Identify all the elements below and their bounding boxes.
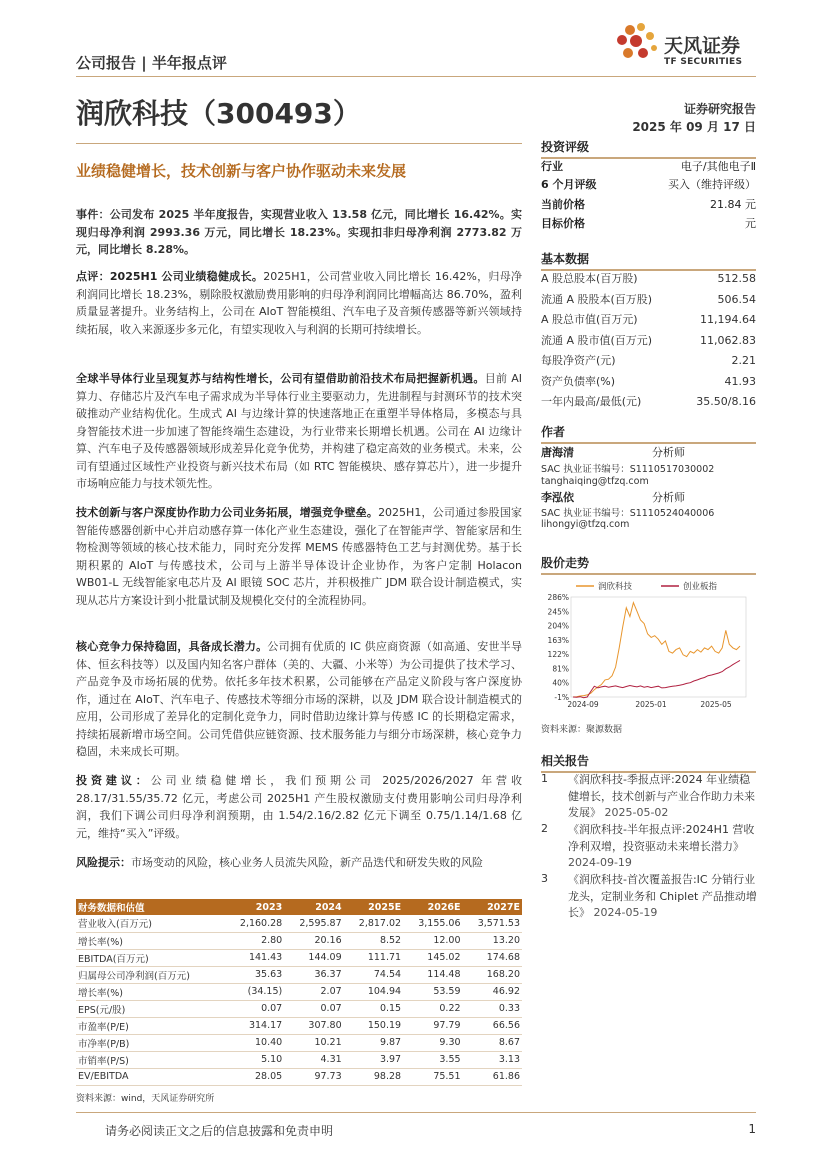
forecast-cell: 36.37 (284, 966, 343, 983)
footer-disclaimer: 请务必阅读正文之后的信息披露和免责申明 (105, 1124, 334, 1138)
forecast-row (76, 983, 522, 1000)
related-2[interactable]: 《润欣科技-半年报点评:2024H1 营收净利双增，投资驱动未来增长潜力》 2024-09-19 (568, 823, 755, 869)
forecast-cell: EV/EBITDA (76, 1068, 225, 1085)
forecast-cell: 97.73 (284, 1068, 343, 1085)
x-tick-label: 2024-09 (567, 700, 599, 709)
price-chart-title: 股价走势 (541, 554, 756, 575)
authors-title: 作者 (541, 423, 756, 444)
x-tick-label: 2025-01 (635, 700, 667, 709)
author-1-name: 唐海清 (541, 446, 574, 459)
forecast-cell: 53.59 (403, 983, 462, 1000)
paragraph-4: 核心竞争力保持稳固，具备成长潜力。公司拥有优质的 IC 供应商资源（如高通、安世半导体、恒玄科技等）以及国内知名客户群体（美的、大疆、小米等）为公司提供了技术学习、产品竞争及市场拓展的优势。依托多年技术积累，公司能够在产品定义阶段与客户深度协作，通过在 AIoT、汽车电子、传感技术等细分市场的深耕，以及 JDM 联合设计制造模式的应用，公司形成了差异化的定制化竞争力，同时借助边缘计算与传感 IC 的长期稳定需求，持续拓展新增市场空间。公司凭借供应链资源、技术服务能力与细分市场深耕，核心竞争力稳固，未来成长可期。 (76, 640, 523, 758)
paragraph-1: 点评：2025H1 公司业绩稳健成长。2025H1，公司营业收入同比增长 16.42%，归母净利润同比增长 18.23%，剔除股权激励费用影响的归母净利润同比增幅高达 86.70%，盈利质量显著提升。业务结构上，公司在 AIoT 智能模组、汽车电子及音频传感器等新兴领域持续拓展，收入来源逐步多元化，有望实现收入与利润的长期可持续增长。 (76, 270, 522, 336)
forecast-cell: 0.22 (403, 1000, 462, 1017)
related-1-num: 1 (541, 772, 548, 785)
forecast-cell: 61.86 (463, 1068, 522, 1085)
basic-data-label: 流通 A 股市值(百万元) (541, 333, 653, 347)
y-tick-label: 163% (547, 635, 569, 645)
brand-english: TF SECURITIES (664, 57, 743, 67)
forecast-cell: 市净率(P/B) (76, 1034, 225, 1051)
forecast-cell: 营业收入(百万元) (76, 915, 225, 932)
forecast-cell: 2,160.28 (225, 915, 284, 932)
forecast-cell: 144.09 (284, 949, 343, 966)
forecast-cell: 增长率(%) (76, 983, 225, 1000)
forecast-cell: 8.67 (463, 1034, 522, 1051)
author-1-cert: SAC 执业证书编号：S1110517030002 (541, 464, 715, 475)
y-tick-label: 40% (552, 678, 569, 688)
forecast-cell: 归属母公司净利润(百万元) (76, 966, 225, 983)
basic-data-value: 41.93 (724, 374, 756, 388)
author-2-name: 李泓依 (541, 491, 574, 504)
basic-data-row (541, 311, 756, 328)
author-1-email[interactable]: tanghaiqing@tfzq.com (541, 476, 649, 487)
report-type: 证券研究报告 (683, 102, 756, 116)
forecast-cell: 307.80 (284, 1017, 343, 1034)
forecast-header-cell: 2027E (463, 899, 522, 915)
y-tick-label: -1% (554, 693, 569, 702)
forecast-cell: 2,595.87 (284, 915, 343, 932)
y-tick-label: 204% (547, 621, 569, 631)
author-2-email[interactable]: lihongyi@tfzq.com (541, 519, 630, 530)
forecast-cell: 150.19 (344, 1017, 403, 1034)
title-divider (76, 143, 522, 144)
forecast-cell: 314.17 (225, 1017, 284, 1034)
series-line-1 (573, 660, 740, 697)
legend-label: 创业板指 (683, 582, 718, 592)
basic-data-value: 506.54 (717, 292, 756, 306)
report-date: 2025 年 09 月 17 日 (632, 120, 756, 134)
forecast-header-cell: 2024 (284, 899, 343, 915)
forecast-cell: 0.07 (225, 1000, 284, 1017)
forecast-cell: 2,817.02 (344, 915, 403, 932)
forecast-cell: 46.92 (463, 983, 522, 1000)
forecast-cell: 111.71 (344, 949, 403, 966)
basic-data-label: 一年内最高/最低(元) (541, 395, 642, 408)
basic-data-label: A 股总股本(百万股) (541, 272, 638, 285)
basic-data-row (541, 352, 756, 369)
forecast-cell: 5.10 (225, 1051, 284, 1068)
basic-data-value: 35.50/8.16 (696, 395, 756, 408)
footer-divider (76, 1112, 756, 1113)
forecast-cell: 141.43 (225, 949, 284, 966)
forecast-cell: 10.21 (284, 1034, 343, 1051)
y-tick-label: 245% (547, 607, 569, 617)
series-line-0 (573, 603, 740, 697)
related-3[interactable]: 《润欣科技-首次覆盖报告:IC 分销行业龙头，定制业务和 Chiplet 产品推动增长》 2024-05-19 (568, 873, 757, 919)
basic-data-row (541, 332, 756, 349)
forecast-header-cell: 财务数据和估值 (76, 899, 225, 915)
forecast-table (76, 899, 522, 1086)
forecast-header-row (76, 899, 522, 915)
basic-data-label: 每股净资产(元) (541, 354, 616, 367)
forecast-cell: 104.94 (344, 983, 403, 1000)
y-tick-label: 81% (552, 664, 569, 674)
chart-source: 资料来源：聚源数据 (541, 725, 623, 735)
forecast-cell: 0.07 (284, 1000, 343, 1017)
related-3-num: 3 (541, 872, 548, 885)
rating-6m: 6 个月评级 买入（维持评级） (541, 178, 756, 191)
forecast-cell: 9.30 (403, 1034, 462, 1051)
forecast-row (76, 1051, 522, 1068)
page-number: 1 (748, 1122, 756, 1136)
forecast-cell: 0.33 (463, 1000, 522, 1017)
report-category: 公司报告 | 半年报点评 (76, 54, 227, 72)
forecast-cell: 28.05 (225, 1068, 284, 1085)
forecast-cell: 98.28 (344, 1068, 403, 1085)
forecast-cell: 35.63 (225, 966, 284, 983)
forecast-cell: 10.40 (225, 1034, 284, 1051)
basic-data-value: 512.58 (717, 272, 756, 285)
forecast-cell: 75.51 (403, 1068, 462, 1085)
forecast-header-cell: 2023 (225, 899, 284, 915)
legend-label: 润欣科技 (598, 582, 633, 592)
forecast-cell: 市销率(P/S) (76, 1051, 225, 1068)
basic-data-row (541, 270, 756, 287)
forecast-cell: 145.02 (403, 949, 462, 966)
forecast-cell: EPS(元/股) (76, 1000, 225, 1017)
forecast-header-cell: 2025E (344, 899, 403, 915)
forecast-cell: EBITDA(百万元) (76, 949, 225, 966)
basic-data-row (541, 291, 756, 308)
paragraph-investment: 投资建议：公司业绩稳健增长，我们预期公司 2025/2026/2027 年营收 28.17/31.55/35.72 亿元，考虑公司 2025H1 产生股权激励支付费用影响公司归母净利润，我们下调公司归母净利润预期，由 1.54/2.16/2.82 亿元下调至 0.75/1.14/1.68 亿元，维持“买入”评级。 (76, 774, 523, 840)
forecast-cell: 3.13 (463, 1051, 522, 1068)
rating-target: 目标价格 元 (541, 217, 756, 230)
related-1[interactable]: 《润欣科技-季报点评:2024 年业绩稳健增长，技术创新与产业合作助力未来发展》 2025-05-02 (568, 773, 755, 819)
paragraph-3: 技术创新与客户深度协作助力公司业务拓展，增强竞争壁垒。2025H1，公司通过参股国家智能传感器创新中心并启动感存算一体化产业生态建设，强化了在智能声学、智能家居和生物检测等领域的核心技术能力，同时充分发挥 MEMS 传感器特色工艺与封测优势。基于长期积累的 AIoT 与传感技术，公司与上游半导体设计企业协作，为客户定制 Holacon WB01-L 无线智能家电芯片及 AI 眼镜 SOC 芯片，并积极推广 JDM 联合设计制造模式，实现从芯片方案设计到小批量试制及规模化交付的全流程协同。 (76, 506, 523, 607)
table-source: 资料来源：wind，天风证券研究所 (76, 1094, 215, 1104)
y-tick-label: 122% (547, 650, 569, 660)
forecast-row (76, 1068, 522, 1085)
headline: 业绩稳健增长，技术创新与客户协作驱动未来发展 (76, 162, 407, 180)
forecast-cell: 9.87 (344, 1034, 403, 1051)
basic-data-value: 2.21 (731, 354, 756, 367)
author-1-role: 分析师 (652, 446, 685, 459)
forecast-cell: 3,155.06 (403, 915, 462, 932)
related-2-num: 2 (541, 822, 548, 835)
forecast-row (76, 1017, 522, 1034)
event-paragraph: 事件：公司发布 2025 半年度报告，实现营业收入 13.58 亿元，同比增长 16.42%。实现归母净利润 2993.36 万元，同比增长 18.23%。实现扣非归母净利润 2773.82 万元，同比增长 8.28%。 (76, 208, 522, 256)
forecast-cell: (34.15) (225, 983, 284, 1000)
forecast-cell: 3.97 (344, 1051, 403, 1068)
author-2-cert: SAC 执业证书编号：S1110524040006 (541, 508, 715, 519)
rating-price: 当前价格 21.84 元 (541, 198, 756, 211)
header-divider (76, 76, 756, 77)
forecast-cell: 4.31 (284, 1051, 343, 1068)
forecast-row (76, 966, 522, 983)
forecast-cell: 97.79 (403, 1017, 462, 1034)
paragraph-risk: 风险提示：市场变动的风险，核心业务人员流失风险，新产品迭代和研发失败的风险 (76, 856, 483, 869)
basic-data-row (541, 373, 756, 390)
price-chart (541, 575, 756, 715)
forecast-cell: 增长率(%) (76, 932, 225, 949)
forecast-row (76, 1000, 522, 1017)
forecast-row (76, 915, 522, 932)
chart-frame (571, 597, 746, 697)
forecast-cell: 13.20 (463, 932, 522, 949)
forecast-cell: 12.00 (403, 932, 462, 949)
basic-data-label: 资产负债率(%) (541, 374, 616, 388)
forecast-cell: 3.55 (403, 1051, 462, 1068)
author-2-role: 分析师 (652, 491, 685, 504)
rating-industry: 行业 电子/其他电子Ⅱ (541, 160, 756, 173)
company-title: 润欣科技（300493） (76, 97, 361, 130)
forecast-cell: 168.20 (463, 966, 522, 983)
basic-data-row (541, 393, 756, 410)
forecast-cell: 市盈率(P/E) (76, 1017, 225, 1034)
forecast-cell: 0.15 (344, 1000, 403, 1017)
forecast-cell: 74.54 (344, 966, 403, 983)
forecast-row (76, 1034, 522, 1051)
basic-data-value: 11,194.64 (700, 313, 756, 326)
forecast-cell: 66.56 (463, 1017, 522, 1034)
x-tick-label: 2025-05 (700, 700, 732, 709)
paragraph-2: 全球半导体行业呈现复苏与结构性增长，公司有望借助前沿技术布局把握新机遇。目前 AI 算力、存储芯片及汽车电子需求成为半导体行业主要驱动力，先进制程与封测环节的技术突破推动产业结构优化。生成式 AI 与边缘计算的快速落地正在重塑半导体格局，多模态与具身智能技术进一步加速了智能终端生态建设，为行业带来长期增长机遇。公司在 AI 边缘计算、汽车电子及传感器领域形成差异化竞争优势，并构建了稳定高效的业务模式。未来，公司有望通过区域性产业投资与新兴技术布局（如 RTC 智能模块、感存算芯片），进一步提升市场响应能力与技术领先性。 (76, 372, 523, 490)
basic-data-label: A 股总市值(百万元) (541, 313, 638, 326)
rating-title: 投资评级 (541, 138, 756, 159)
related-title: 相关报告 (541, 752, 756, 773)
brand-name: 天风证券 (664, 35, 741, 57)
basics-title: 基本数据 (541, 250, 756, 271)
y-tick-label: 286% (547, 593, 569, 602)
forecast-cell: 174.68 (463, 949, 522, 966)
forecast-cell: 3,571.53 (463, 915, 522, 932)
basic-data-value: 11,062.83 (700, 333, 756, 347)
forecast-cell: 8.52 (344, 932, 403, 949)
forecast-cell: 20.16 (284, 932, 343, 949)
forecast-cell: 114.48 (403, 966, 462, 983)
forecast-header-cell: 2026E (403, 899, 462, 915)
forecast-row (76, 949, 522, 966)
forecast-cell: 2.07 (284, 983, 343, 1000)
basic-data-label: 流通 A 股股本(百万股) (541, 292, 653, 306)
tf-logo-icon (610, 20, 662, 70)
forecast-cell: 2.80 (225, 932, 284, 949)
forecast-row (76, 932, 522, 949)
